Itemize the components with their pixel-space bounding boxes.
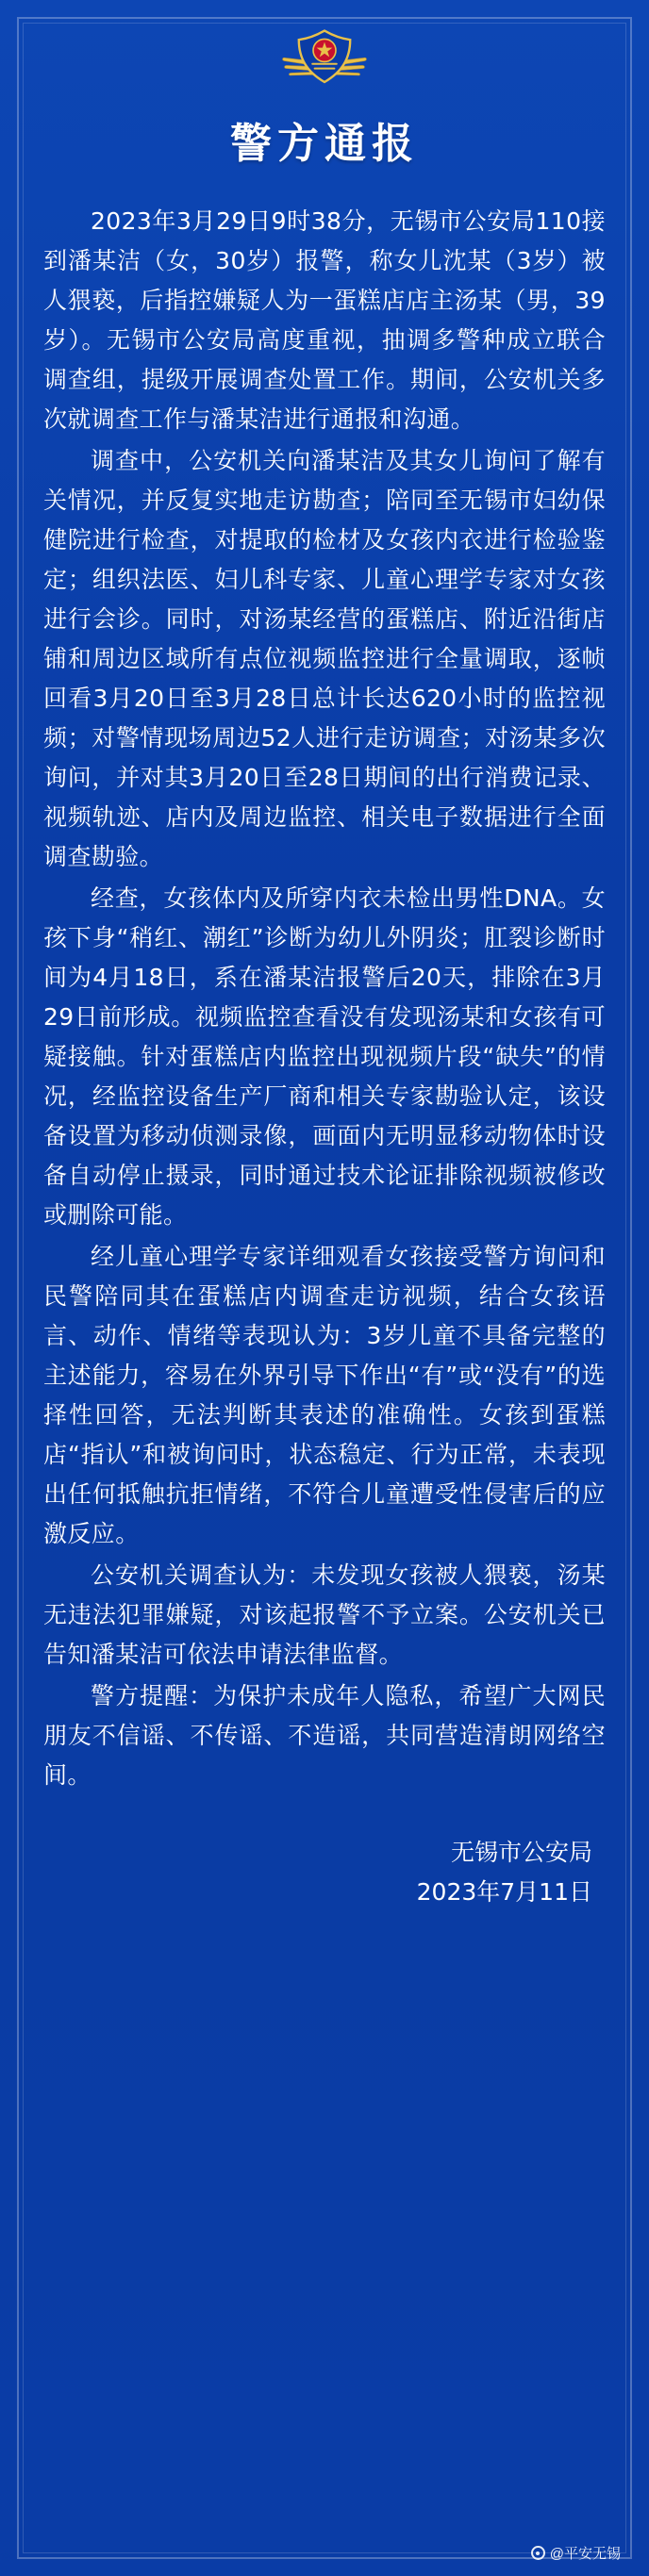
paragraph: 公安机关调查认为：未发现女孩被人猥亵，汤某无违法犯罪嫌疑，对该起报警不予立案。公安机关已告知潘某洁可依法申请法律监督。 [43,1561,606,1668]
eye-icon [531,2546,545,2560]
police-emblem-icon [279,25,370,94]
page-title: 警方通报 [230,120,419,168]
signature-date: 2023年7月11日 [416,1878,592,1906]
paragraph: 经儿童心理学专家详细观看女孩接受警方询问和民警陪同其在蛋糕店内调查走访视频，结合女孩语言、动作、情绪等表现认为：3岁儿童不具备完整的主述能力，容易在外界引导下作出“有”或“没有”的选择性回答，无法判断其表述的准确性。女孩到蛋糕店“指认”和被询问时，状态稳定、行为正常，未表现出任何抵触抗拒情绪，不符合儿童遭受性侵害后的应激反应。 [43,1243,606,1547]
signature-block [43,1833,592,1912]
paragraph: 警方提醒：为保护未成年人隐私，希望广大网民朋友不信谣、不传谣、不造谣，共同营造清朗网络空间。 [43,1682,606,1789]
emblem-container [0,0,649,94]
notice-body [43,202,606,1795]
paragraph: 2023年3月29日9时38分，无锡市公安局110接到潘某洁（女，30岁）报警，称女儿沈某（3岁）被人猥亵，后指控嫌疑人为一蛋糕店店主汤某（男，39岁）。无锡市公安局高度重视，抽调多警种成立联合调查组，提级开展调查处置工作。期间，公安机关多次就调查工作与潘某洁进行通报和沟通。 [43,207,606,433]
watermark-label: @平安无锡 [549,2546,621,2562]
watermark [531,2543,621,2563]
signature-organization: 无锡市公安局 [450,1839,592,1866]
paragraph: 经查，女孩体内及所穿内衣未检出男性DNA。女孩下身“稍红、潮红”诊断为幼儿外阴炎；肛裂诊断时间为4月18日，系在潘某洁报警后20天，排除在3月29日前形成。视频监控查看没有发现汤某和女孩有可疑接触。针对蛋糕店内监控出现视频片段“缺失”的情况，经监控设备生产厂商和相关专家勘验认定，该设备设置为移动侦测录像，画面内无明显移动物体时设备自动停止摄录，同时通过技术论证排除视频被修改或删除可能。 [43,884,606,1229]
paragraph: 调查中，公安机关向潘某洁及其女儿询问了解有关情况，并反复实地走访勘查；陪同至无锡市妇幼保健院进行检查，对提取的检材及女孩内衣进行检验鉴定；组织法医、妇儿科专家、儿童心理学专家对女孩进行会诊。同时，对汤某经营的蛋糕店、附近沿街店铺和周边区域所有点位视频监控进行全量调取，逐帧回看3月20日至3月28日总计长达620小时的监控视频；对警情现场周边52人进行走访调查；对汤某多次询问，并对其3月20日至28日期间的出行消费记录、视频轨迹、店内及周边监控、相关电子数据进行全面调查勘验。 [43,447,606,870]
